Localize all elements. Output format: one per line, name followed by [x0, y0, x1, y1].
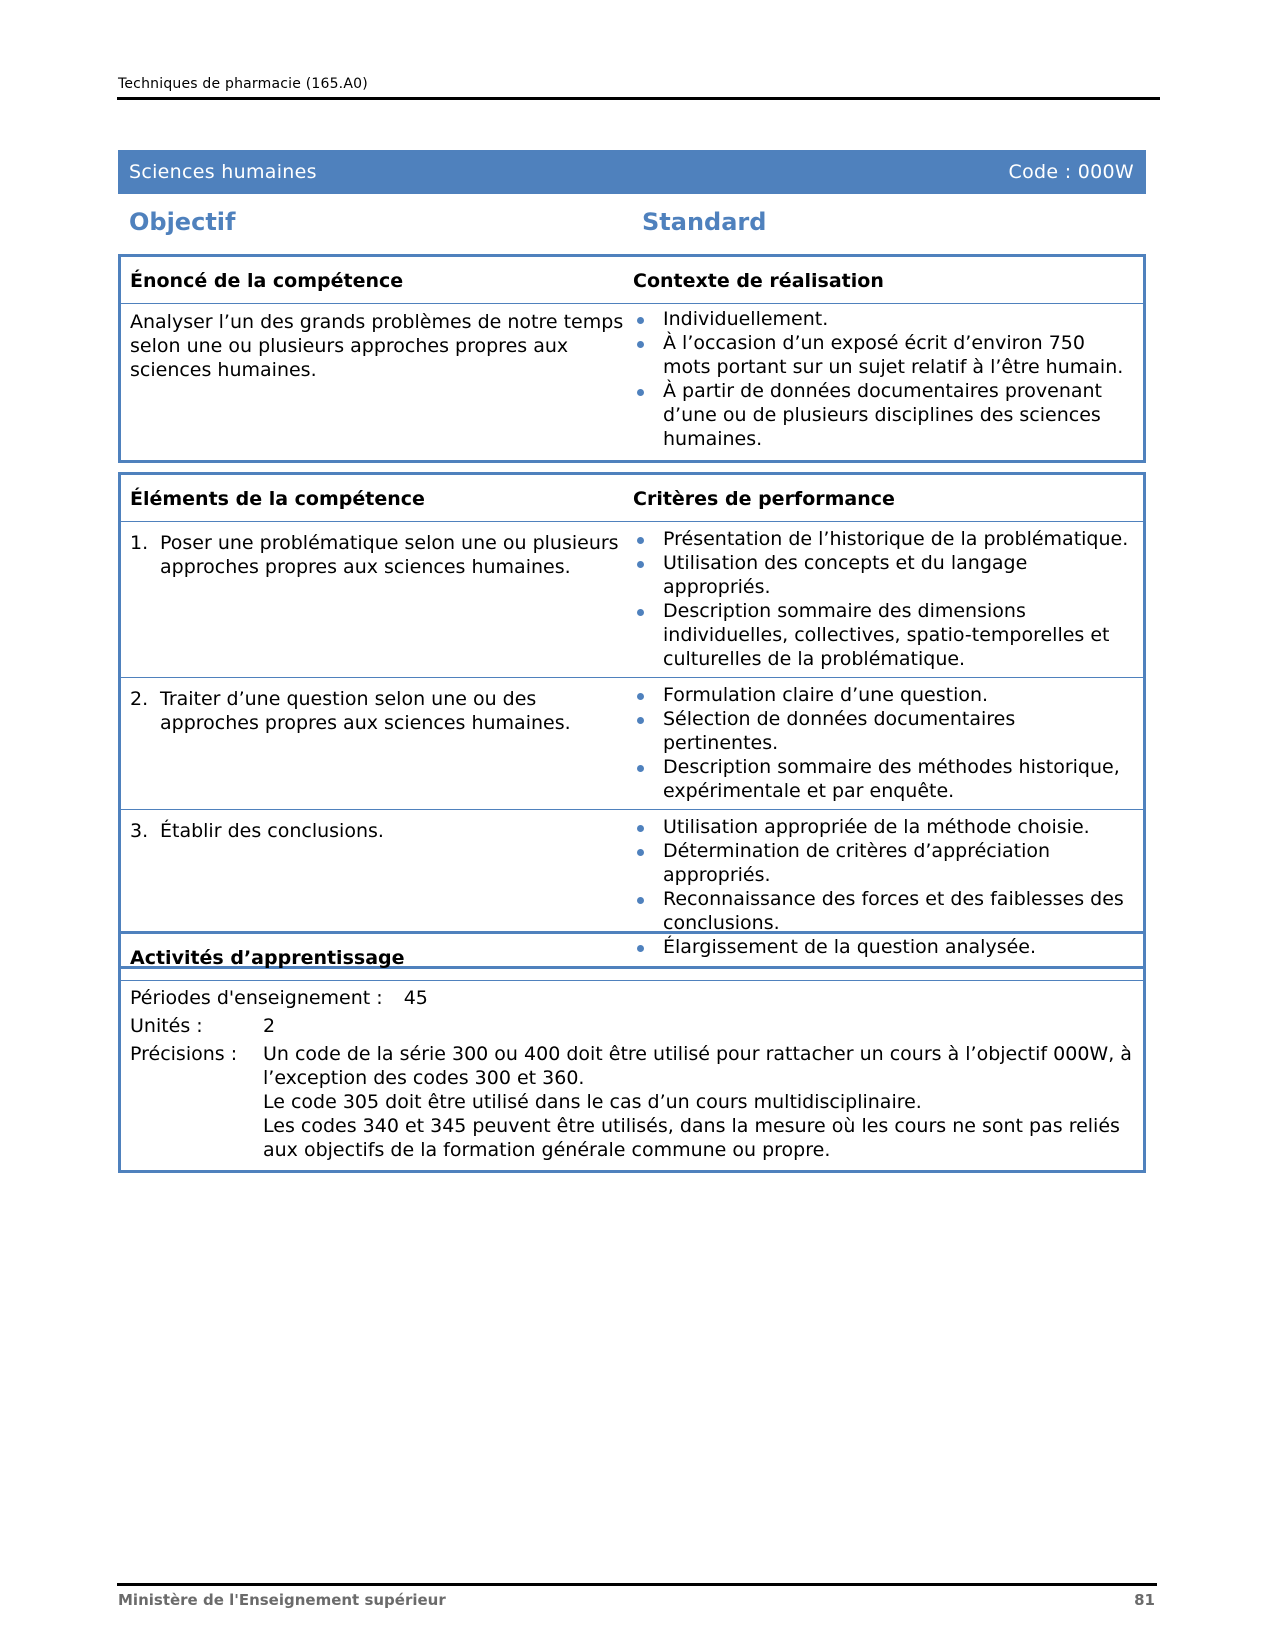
objective-heading: Objectif — [129, 208, 236, 236]
criteria-list — [633, 527, 1135, 671]
learning-activities-box — [118, 931, 1146, 1173]
units-label: Unités : — [130, 1015, 203, 1037]
list-item: Sélection de données documentaires pertinentes. — [633, 707, 1135, 755]
precisions-line — [130, 1042, 1135, 1162]
list-item: Description sommaire des méthodes historique, expérimentale et par enquête. — [633, 755, 1135, 803]
list-item: Description sommaire des dimensions individuelles, collectives, spatio-temporelles et culturelles de la problématique. — [633, 599, 1135, 671]
criteria-cell — [633, 522, 1143, 677]
precisions-text — [263, 1042, 1135, 1162]
page-number: 81 — [1134, 1591, 1155, 1609]
table-row — [121, 303, 1143, 460]
header-rule — [117, 97, 1160, 100]
list-item: Utilisation des concepts et du langage appropriés. — [633, 551, 1135, 599]
precision-paragraph: Les codes 340 et 345 peuvent être utilisés, dans la mesure où les cours ne sont pas reliés aux objectifs de la formation générale commune ou propre. — [263, 1115, 1120, 1161]
list-item: À partir de données documentaires provenant d’une ou de plusieurs disciplines des sciences humaines. — [633, 379, 1135, 451]
precisions-label: Précisions : — [130, 1043, 238, 1065]
list-item: Présentation de l’historique de la problématique. — [633, 527, 1135, 551]
statement-header: Énoncé de la compétence — [130, 270, 404, 292]
statement-context-table — [118, 254, 1146, 463]
standard-heading: Standard — [642, 208, 767, 236]
context-cell — [633, 304, 1143, 460]
context-header: Contexte de réalisation — [633, 270, 884, 292]
element-text: Poser une problématique selon une ou plusieurs approches propres aux sciences humaines. — [160, 532, 619, 578]
competency-statement: Analyser l’un des grands problèmes de notre temps selon une ou plusieurs approches propres aux sciences humaines. — [130, 311, 624, 381]
list-item: Reconnaissance des forces et des faiblesses des conclusions. — [633, 887, 1135, 935]
list-item: Détermination de critères d’appréciation appropriés. — [633, 839, 1135, 887]
table-header-row — [121, 475, 1143, 521]
element-number: 2. — [130, 688, 149, 710]
precision-paragraph: Un code de la série 300 ou 400 doit être utilisé pour rattacher un cours à l’objectif 000W, à l’exception des codes 300 et 360. — [263, 1043, 1132, 1089]
context-list — [633, 307, 1135, 451]
activities-content — [121, 981, 1143, 1170]
elements-header: Éléments de la compétence — [130, 488, 425, 510]
table-header-row — [121, 934, 1143, 980]
periods-line — [130, 986, 1135, 1010]
list-item: Utilisation appropriée de la méthode choisie. — [633, 815, 1135, 839]
criteria-cell — [633, 678, 1143, 809]
list-item: À l’occasion d’un exposé écrit d’environ 750 mots portant sur un sujet relatif à l’être humain. — [633, 331, 1135, 379]
element-cell — [121, 522, 633, 677]
list-item: Formulation claire d’une question. — [633, 683, 1135, 707]
criteria-list — [633, 683, 1135, 803]
element-item — [130, 819, 625, 843]
list-item: Individuellement. — [633, 307, 1135, 331]
elements-criteria-table — [118, 472, 1146, 969]
periods-value: 45 — [403, 987, 428, 1009]
criteria-header: Critères de performance — [633, 488, 895, 510]
element-text: Établir des conclusions. — [160, 820, 384, 842]
activities-body — [121, 980, 1143, 1170]
element-text: Traiter d’une question selon une ou des approches propres aux sciences humaines. — [160, 688, 571, 734]
element-item — [130, 531, 625, 579]
subject-title: Sciences humaines — [129, 161, 317, 183]
footer-rule — [117, 1583, 1157, 1586]
competency-code: Code : 000W — [1008, 161, 1134, 183]
element-number: 3. — [130, 820, 149, 842]
units-value: 2 — [263, 1015, 276, 1037]
table-row — [121, 521, 1143, 677]
running-header-title: Techniques de pharmacie (165.A0) — [118, 76, 368, 92]
precision-paragraph: Le code 305 doit être utilisé dans le cas d’un cours multidisciplinaire. — [263, 1091, 922, 1113]
element-item — [130, 687, 625, 735]
table-row — [121, 677, 1143, 809]
units-line — [130, 1014, 1135, 1038]
list-item: Élargissement de la question analysée. — [633, 935, 1135, 959]
element-cell — [121, 678, 633, 809]
activities-header: Activités d’apprentissage — [130, 947, 405, 969]
periods-label: Périodes d'enseignement : — [130, 987, 383, 1009]
element-number: 1. — [130, 532, 149, 554]
competency-title-bar — [118, 150, 1146, 194]
table-header-row — [121, 257, 1143, 303]
footer-publisher: Ministère de l'Enseignement supérieur — [118, 1591, 446, 1609]
